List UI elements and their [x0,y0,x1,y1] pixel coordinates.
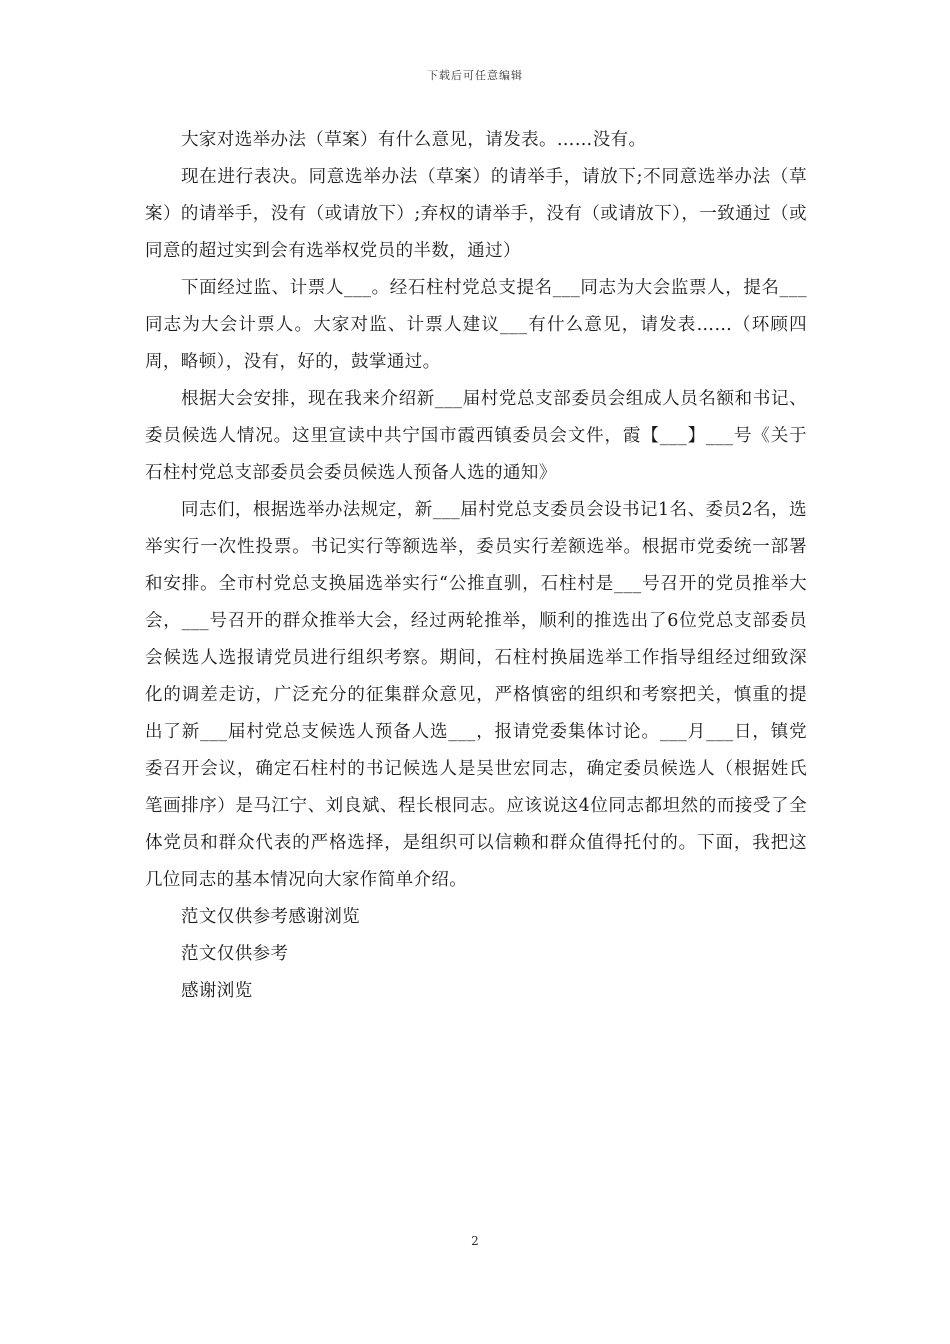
paragraph-vote: 现在进行表决。同意选举办法（草案）的请举手，请放下;不同意选举办法（草案）的请举手，没有（或请放下）;弃权的请举手，没有（或请放下），一致通过（或同意的超过实到会有选举权党员的半数，通过） [145,167,807,261]
document-body [145,122,807,1010]
paragraph-election-rules: 同志们，根据选举办法规定，新___届村党总支委员会设书记1名、委员2名，选举实行一次性投票。书记实行等额选举，委员实行差额选举。根据市党委统一部署和安排。全市村党总支换届选举实行“公推直驯，石柱村是___号召开的党员推举大会，___号召开的群众推举大会，经过两轮推举，顺利的推选出了6位党总支部委员会候选人选报请党员进行组织考察。期间，石柱村换届选举工作指导组经过细致深化的调差走访，广泛充分的征集群众意见，严格慎密的组织和考察把关，慎重的提出了新___届村党总支候选人预备人选___，报请党委集体讨论。___月___日，镇党委召开会议，确定石柱村的书记候选人是吴世宏同志，确定委员候选人（根据姓氏笔画排序）是马江宁、刘良斌、程长根同志。应该说这4位同志都坦然的而接受了全体党员和群众代表的严格选择，是组织可以信赖和群众值得托付的。下面，我把这几位同志的基本情况向大家作简单介绍。 [145,500,807,890]
page-header: 下载后可任意编辑 [427,69,523,82]
page-number: 2 [471,1234,479,1248]
paragraph-candidates-intro: 根据大会安排，现在我来介绍新___届村党总支部委员会组成人员名额和书记、委员候选人情况。这里宣读中共宁国市霞西镇委员会文件，霞【___】___号《关于石柱村党总支部委员会委员候选人预备人选的通知》 [145,389,807,483]
paragraph-tellers: 下面经过监、计票人___。经石柱村党总支提名___同志为大会监票人，提名___同志为大会计票人。大家对监、计票人建议___有什么意见，请发表……（环顾四周，略顿），没有，好的，鼓掌通过。 [145,278,807,372]
footer-line-3: 感谢浏览 [181,981,253,1001]
paragraph-opinion-request: 大家对选举办法（草案）有什么意见，请发表。……没有。 [181,130,647,150]
footer-line-1: 范文仅供参考感谢浏览 [181,907,360,927]
footer-line-2: 范文仅供参考 [181,944,289,964]
